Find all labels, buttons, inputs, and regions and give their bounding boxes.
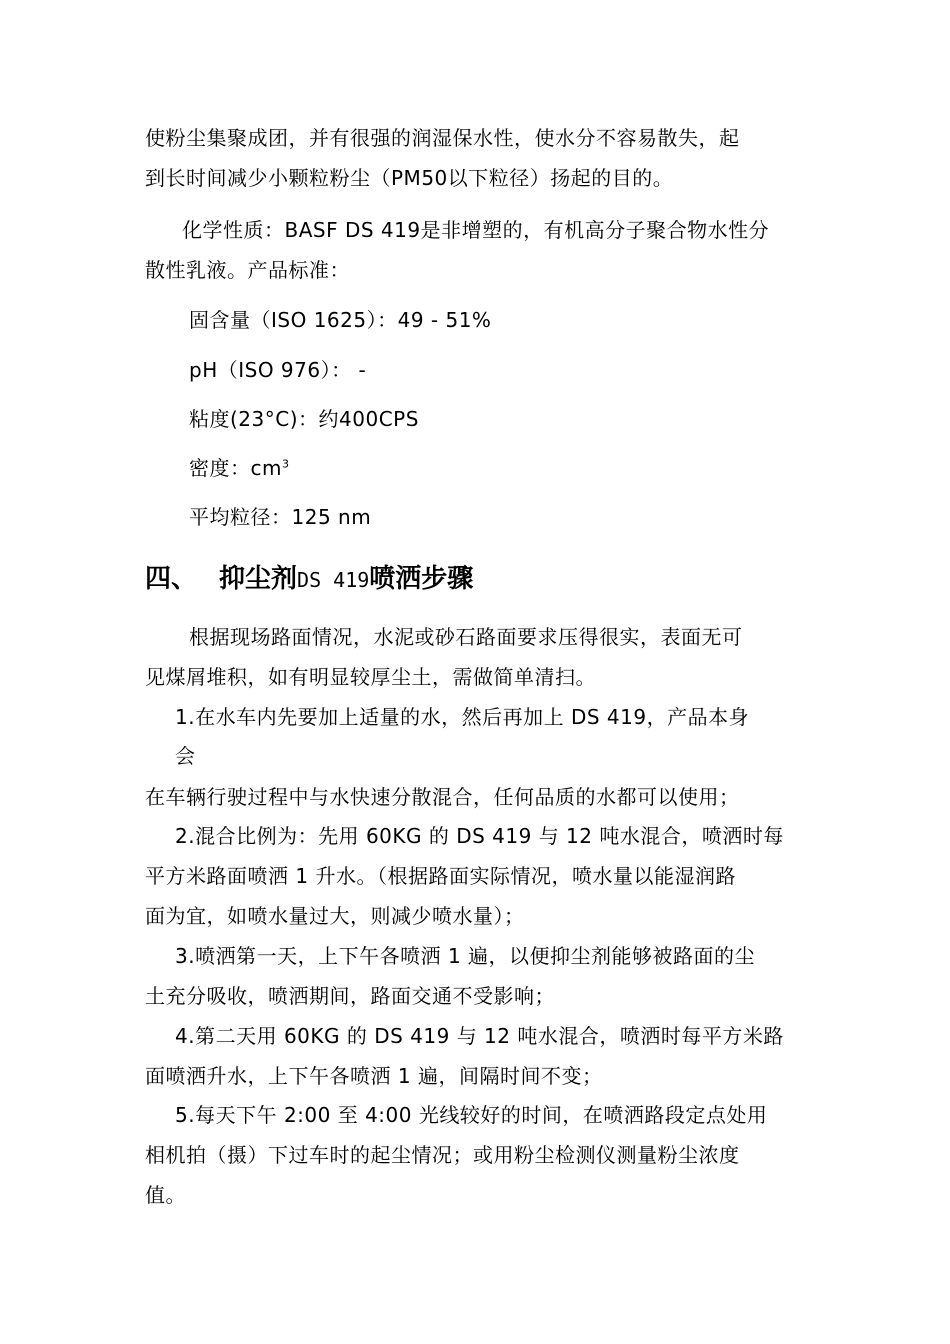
step5-line3: 值。 bbox=[145, 1183, 186, 1207]
section-title-product: DS 419 bbox=[297, 568, 370, 592]
spec-particle-size: 平均粒径：125 nm bbox=[189, 505, 372, 529]
spec-density bbox=[189, 454, 289, 482]
paragraph-dust-line2: 到长时间减少小颗粒粉尘（PM50以下粒径）扬起的目的。 bbox=[145, 166, 674, 190]
chemistry-line2: 散性乳液。产品标准： bbox=[145, 258, 350, 282]
intro-line2: 见煤屑堆积，如有明显较厚尘土，需做简单清扫。 bbox=[145, 665, 596, 689]
step4-line1: 4.第二天用 60KG 的 DS 419 与 12 吨水混合，喷洒时每平方米路 bbox=[175, 1024, 784, 1048]
spec-viscosity: 粘度(23°C)：约400CPS bbox=[189, 407, 419, 431]
step1-line3: 在车辆行驶过程中与水快速分散混合，任何品质的水都可以使用； bbox=[145, 785, 740, 809]
intro-line1: 根据现场路面情况，水泥或砂石路面要求压得很实，表面无可 bbox=[189, 625, 743, 649]
step3-line2: 土充分吸收，喷洒期间，路面交通不受影响； bbox=[145, 984, 555, 1008]
step1-line2: 会 bbox=[175, 744, 196, 768]
section-number: 四、 bbox=[145, 564, 198, 594]
section-title-a: 抑尘剂 bbox=[219, 564, 298, 594]
section-heading bbox=[145, 562, 473, 597]
step5-line2: 相机拍（摄）下过车时的起尘情况；或用粉尘检测仪测量粉尘浓度 bbox=[145, 1143, 740, 1167]
section-title-c: 喷洒步骤 bbox=[369, 564, 474, 594]
step4-line2: 面喷洒升水，上下午各喷洒 1 遍，间隔时间不变； bbox=[145, 1064, 603, 1088]
paragraph-dust-line1: 使粉尘集聚成团，并有很强的润湿保水性，使水分不容易散失，起 bbox=[145, 126, 740, 150]
spec-density-label: 密度：cm bbox=[189, 456, 282, 480]
step3-line1: 3.喷洒第一天，上下午各喷洒 1 遍，以便抑尘剂能够被路面的尘 bbox=[175, 944, 756, 968]
spec-ph: pH（ISO 976）： - bbox=[189, 358, 367, 382]
step2-line1: 2.混合比例为：先用 60KG 的 DS 419 与 12 吨水混合，喷洒时每 bbox=[175, 824, 784, 848]
step2-line2: 平方米路面喷洒 1 升水。（根据路面实际情况，喷水量以能湿润路 bbox=[145, 864, 736, 888]
step5-line1: 5.每天下午 2:00 至 4:00 光线较好的时间，在喷洒路段定点处用 bbox=[175, 1103, 768, 1127]
chemistry-line1: 化学性质：BASF DS 419是非增塑的，有机高分子聚合物水性分 bbox=[182, 218, 770, 242]
step2-line3: 面为宜，如喷水量过大，则减少喷水量）； bbox=[145, 904, 525, 928]
spec-solids: 固含量（ISO 1625）：49 - 51% bbox=[189, 308, 492, 332]
spec-density-superscript: 3 bbox=[281, 457, 290, 471]
step1-line1: 1.在水车内先要加上适量的水，然后再加上 DS 419，产品本身 bbox=[175, 705, 750, 729]
